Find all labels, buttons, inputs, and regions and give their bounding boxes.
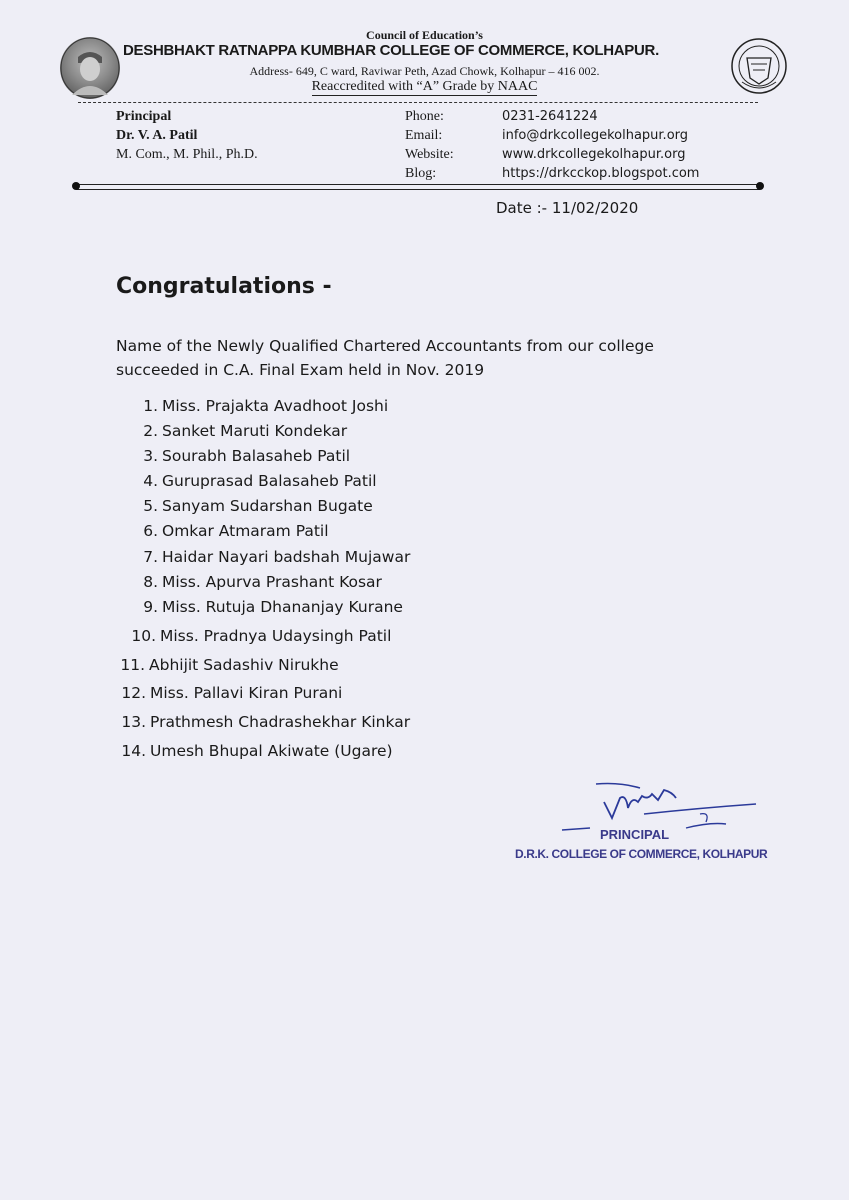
principal-name: Dr. V. A. Patil [116,128,198,143]
phone-value: 0231-2641224 [502,109,598,124]
intro-line-1: Name of the Newly Qualified Chartered Accountants from our college [116,337,654,355]
student-number: 8. [143,573,158,591]
student-number: 11. [120,656,145,674]
council-name: Council of Education’s [366,28,483,42]
student-list-item [130,397,388,415]
student-number: 14. [121,742,146,760]
student-number: 12. [121,684,146,702]
college-address: Address- 649, C ward, Raviwar Peth, Azad Chowk, Kolhapur – 416 002. [249,64,600,78]
principal-title: Principal [116,109,172,124]
website-label: Website: [405,147,454,162]
college-name: DESHBHAKT RATNAPPA KUMBHAR COLLEGE OF COMMERCE, KOLHAPUR. [123,42,659,59]
student-number: 6. [143,522,158,540]
student-name: Guruprasad Balasaheb Patil [162,472,377,490]
student-list-item [118,742,393,760]
letter-date: Date :- 11/02/2020 [496,199,639,217]
student-name: Haidar Nayari badshah Mujawar [162,548,411,566]
stamp-principal-title: PRINCIPAL [600,827,670,842]
student-list-item [130,598,403,616]
student-list-item [130,522,329,540]
contact-values [502,107,699,183]
student-number: 7. [143,548,158,566]
blog-value: https://drkcckop.blogspot.com [502,166,700,181]
student-list-item [118,684,342,702]
student-number: 9. [143,598,158,616]
header-rule-top [76,184,760,185]
student-name: Sourabh Balasaheb Patil [162,447,351,465]
student-name: Miss. Pradnya Udaysingh Patil [160,627,392,645]
intro-line-2: succeeded in C.A. Final Exam held in Nov. 2019 [116,361,485,379]
student-number: 4. [143,472,158,490]
phone-label: Phone: [405,109,444,124]
student-name: Sanyam Sudarshan Bugate [162,497,373,515]
naac-text: Reaccredited with “A” Grade by NAAC [311,79,538,94]
intro-paragraph [116,334,736,382]
student-list-item [130,447,350,465]
student-number: 2. [143,422,158,440]
student-list-item [130,472,377,490]
principal-block [116,107,258,164]
student-name: Umesh Bhupal Akiwate (Ugare) [150,742,393,760]
student-list-item [130,548,410,566]
website-value: www.drkcollegekolhapur.org [502,147,686,162]
contact-labels [405,107,454,183]
student-number: 5. [143,497,158,515]
student-list-item [130,497,373,515]
student-name: Miss. Pallavi Kiran Purani [150,684,343,702]
student-number: 3. [143,447,158,465]
student-list-item [128,627,391,645]
rule-end-dot-left [72,182,80,190]
header-dashed-divider [78,102,758,103]
student-name: Miss. Apurva Prashant Kosar [162,573,382,591]
header-rule-bottom [76,189,760,190]
student-list-item [130,422,347,440]
principal-qualifications: M. Com., M. Phil., Ph.D. [116,147,258,162]
naac-accreditation [0,79,849,95]
student-number: 13. [121,713,146,731]
student-name: Miss. Prajakta Avadhoot Joshi [162,397,389,415]
student-list-item [118,713,410,731]
student-number: 1. [143,397,158,415]
blog-label: Blog: [405,166,437,181]
email-value: info@drkcollegekolhapur.org [502,128,689,143]
student-number: 10. [131,627,156,645]
student-list-item [130,573,382,591]
student-name: Abhijit Sadashiv Nirukhe [149,656,339,674]
student-list-item [117,656,339,674]
congratulations-heading: Congratulations - [116,274,332,299]
student-name: Miss. Rutuja Dhananjay Kurane [162,598,403,616]
email-label: Email: [405,128,443,143]
rule-end-dot-right [756,182,764,190]
student-name: Prathmesh Chadrashekhar Kinkar [150,713,411,731]
stamp-college-name: D.R.K. COLLEGE OF COMMERCE, KOLHAPUR [515,847,768,861]
student-name: Omkar Atmaram Patil [162,522,329,540]
student-name: Sanket Maruti Kondekar [162,422,348,440]
